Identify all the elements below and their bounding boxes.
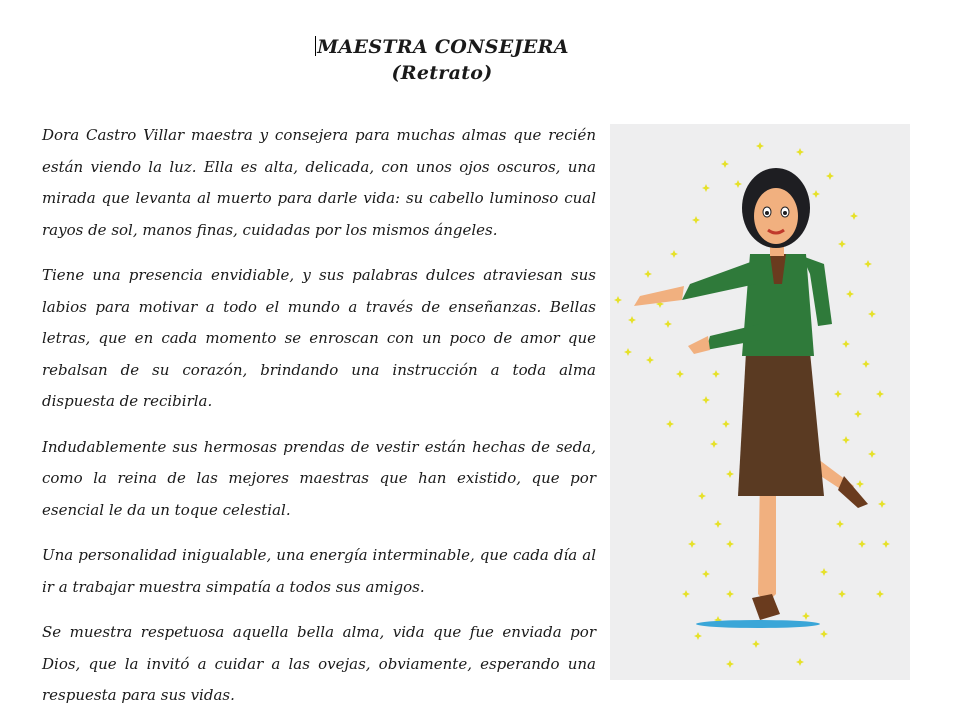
back-shoe <box>838 476 868 508</box>
document-title-block <box>0 34 884 86</box>
star-icon <box>752 640 760 648</box>
star-icon <box>820 568 828 576</box>
star-icon <box>698 492 706 500</box>
star-icon <box>842 340 850 348</box>
star-icon <box>838 240 846 248</box>
document-title <box>0 34 884 60</box>
paragraph-5: Se muestra respetuosa aquella bella alma, vida que fue enviada por Dios, que la invitó a cuidar a las ovejas, obviamente, esperando una respuesta para sus vidas. <box>42 623 596 704</box>
star-icon <box>722 420 730 428</box>
star-icon <box>876 390 884 398</box>
star-icon <box>692 216 700 224</box>
star-icon <box>836 520 844 528</box>
star-icon <box>664 320 672 328</box>
ground-shadow <box>696 620 820 628</box>
star-icon <box>856 480 864 488</box>
teacher-drawing <box>610 124 910 680</box>
star-icon <box>876 590 884 598</box>
star-icon <box>862 360 870 368</box>
star-icon <box>688 540 696 548</box>
star-icon <box>802 612 810 620</box>
star-icon <box>694 632 702 640</box>
star-icon <box>826 172 834 180</box>
star-icon <box>682 590 690 598</box>
star-icon <box>702 570 710 578</box>
star-icon <box>834 390 842 398</box>
star-icon <box>854 410 862 418</box>
star-icon <box>614 296 622 304</box>
document-subtitle: (Retrato) <box>391 62 493 84</box>
front-shoe <box>752 594 780 620</box>
star-icon <box>796 658 804 666</box>
star-icon <box>726 660 734 668</box>
document-body <box>42 120 596 726</box>
star-icon <box>726 540 734 548</box>
star-icon <box>796 148 804 156</box>
star-icon <box>842 436 850 444</box>
star-icon <box>868 310 876 318</box>
star-icon <box>864 260 872 268</box>
star-icon <box>721 160 729 168</box>
star-icon <box>714 520 722 528</box>
star-icon <box>882 540 890 548</box>
teacher-illustration <box>610 124 910 680</box>
document-title-text: MAESTRA CONSEJERA <box>317 36 569 58</box>
star-icon <box>624 348 632 356</box>
star-icon <box>734 180 742 188</box>
star-icon <box>702 396 710 404</box>
star-icon <box>726 590 734 598</box>
star-icon <box>712 370 720 378</box>
star-icon <box>670 250 678 258</box>
star-icon <box>726 470 734 478</box>
star-icon <box>820 630 828 638</box>
star-icon <box>812 190 820 198</box>
star-icon <box>868 450 876 458</box>
star-icon <box>676 370 684 378</box>
star-icon <box>628 316 636 324</box>
star-icon <box>646 356 654 364</box>
star-icon <box>644 270 652 278</box>
paragraph-4: Una personalidad inigualable, una energía interminable, que cada día al ir a trabajar muestra simpatía a todos sus amigos. <box>42 546 596 596</box>
paragraph-2: Tiene una presencia envidiable, y sus palabras dulces atraviesan sus labios para motivar a todo el mundo a través de enseñanzas. Bellas letras, que en cada momento se enroscan con un poco de amor que rebalsan de su corazón, brindando una instrucción a toda alma dispuesta de recibirla. <box>42 266 596 410</box>
star-icon <box>756 142 764 150</box>
star-icon <box>878 500 886 508</box>
paragraph-1: Dora Castro Villar maestra y consejera para muchas almas que recién están viendo la luz. Ella es alta, delicada, con unos ojos oscuros, una mirada que levanta al muerto para darle vida: su cabello luminoso cual rayos de sol, manos finas, cuidadas por los mismos ángeles. <box>42 126 596 239</box>
star-icon <box>850 212 858 220</box>
skirt <box>738 352 824 496</box>
star-icon <box>666 420 674 428</box>
star-icon <box>710 440 718 448</box>
star-icon <box>846 290 854 298</box>
left-hand <box>688 336 710 354</box>
paragraph-3: Indudablemente sus hermosas prendas de vestir están hechas de seda, como la reina de las mejores maestras que han existido, que por esencial le da un toque celestial. <box>42 437 596 519</box>
left-sleeve-upper <box>682 260 756 300</box>
star-icon <box>858 540 866 548</box>
left-pupil <box>765 211 769 215</box>
star-icon <box>838 590 846 598</box>
star-icon <box>702 184 710 192</box>
right-pupil <box>783 211 787 215</box>
face <box>754 188 798 244</box>
